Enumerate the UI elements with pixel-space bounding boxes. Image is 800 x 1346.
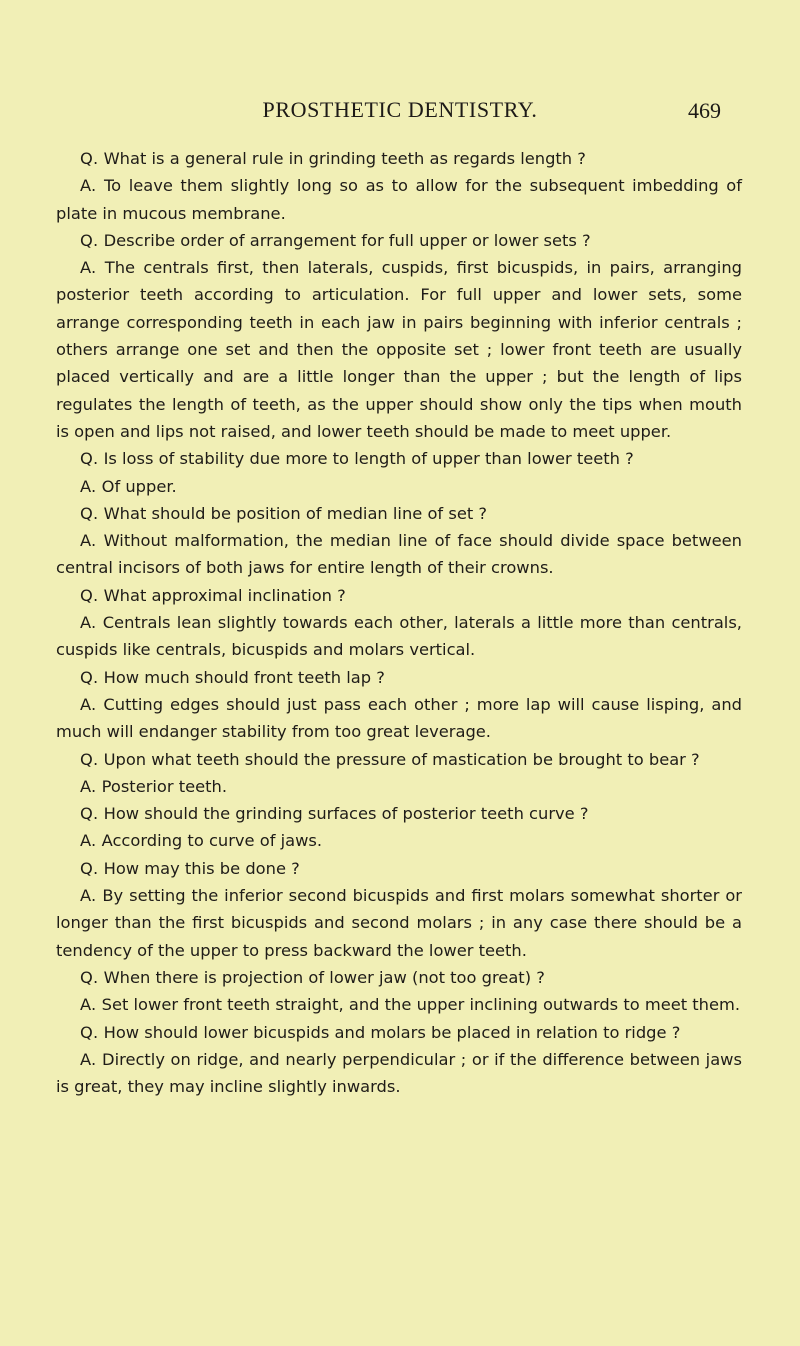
question-text: How much should front teeth lap ? [103, 667, 385, 687]
question-paragraph [56, 800, 742, 827]
question-marker: Q. [80, 967, 99, 987]
answer-text: The centrals first, then laterals, cuspids, first bicuspids, in pairs, arranging posterior teeth according to articulation. For full upper and lower sets, some arrange corresponding teeth in each jaw in pairs beginning with inferior centrals ; others arrange one set and then the opposite set ; lower front teeth are usually placed vertically and are a little longer than the upper ; but the length of lips regulates the length of teeth, as the upper should show only the tips when mouth is open and lips not raised, and lower teeth should be made to meet upper. [56, 258, 742, 441]
answer-marker: A. [80, 476, 97, 496]
question-paragraph [56, 746, 742, 773]
answer-text: Set lower front teeth straight, and the upper inclining outwards to meet them. [101, 995, 741, 1015]
question-marker: Q. [80, 667, 99, 687]
question-paragraph [56, 1019, 742, 1046]
answer-paragraph [56, 609, 742, 664]
question-marker: Q. [80, 749, 99, 769]
question-paragraph [56, 582, 742, 609]
question-text: How should the grinding surfaces of posterior teeth curve ? [103, 804, 589, 824]
question-marker: Q. [80, 149, 99, 168]
answer-text: Without malformation, the median line of face should divide space between central incisors of both jaws for entire length of their crowns. [56, 531, 742, 578]
qa-text-block [56, 145, 742, 1100]
question-paragraph [56, 664, 742, 691]
answer-text: By setting the inferior second bicuspids and first molars somewhat shorter or longer than the first bicuspids and second molars ; in any case there should be a tendency of the upper to press backward the lower teeth. [56, 886, 742, 960]
answer-text: To leave them slightly long so as to allow for the subsequent imbedding of plate in mucous membrane. [56, 176, 742, 223]
question-text: When there is projection of lower jaw (not too great) ? [103, 967, 545, 987]
question-text: Describe order of arrangement for full upper or lower sets ? [103, 230, 591, 250]
question-text: What approximal inclination ? [103, 585, 346, 605]
question-paragraph [56, 964, 742, 991]
question-paragraph [56, 500, 742, 527]
question-text: How may this be done ? [103, 858, 300, 878]
question-paragraph [56, 445, 742, 472]
answer-paragraph [56, 882, 742, 964]
question-marker: Q. [80, 449, 99, 469]
answer-paragraph [56, 473, 742, 500]
question-text: Is loss of stability due more to length of upper than lower teeth ? [103, 449, 634, 469]
answer-text: Directly on ridge, and nearly perpendicular ; or if the difference between jaws is great, they may incline slightly inwards. [56, 1049, 742, 1097]
answer-marker: A. [80, 995, 97, 1015]
answer-text: Centrals lean slightly towards each other, laterals a little more than centrals, cuspids like centrals, bicuspids and molars vertical. [56, 613, 742, 660]
answer-paragraph [56, 527, 742, 582]
answer-paragraph [56, 691, 742, 746]
answer-text: Of upper. [101, 476, 177, 496]
question-marker: Q. [80, 230, 99, 250]
answer-marker: A. [80, 613, 97, 633]
question-text: What should be position of median line of set ? [103, 503, 488, 523]
question-marker: Q. [80, 804, 99, 824]
question-marker: Q. [80, 585, 99, 605]
page-number: 469 [688, 98, 721, 123]
answer-paragraph [56, 991, 742, 1018]
answer-marker: A. [80, 694, 97, 714]
answer-text: According to curve of jaws. [101, 831, 323, 851]
question-marker: Q. [80, 1022, 99, 1042]
question-marker: Q. [80, 503, 99, 523]
question-text: What is a general rule in grinding teeth as regards length ? [103, 149, 586, 168]
answer-marker: A. [80, 258, 97, 278]
answer-paragraph [56, 254, 742, 445]
answer-marker: A. [80, 831, 97, 851]
answer-paragraph [56, 773, 742, 800]
answer-text: Cutting edges should just pass each other ; more lap will cause lisping, and much will endanger stability from too great leverage. [56, 694, 742, 742]
question-text: How should lower bicuspids and molars be placed in relation to ridge ? [103, 1022, 681, 1042]
question-marker: Q. [80, 858, 99, 878]
answer-paragraph [56, 172, 742, 227]
page-header [0, 97, 800, 127]
question-paragraph [56, 145, 742, 172]
answer-text: Posterior teeth. [101, 776, 228, 796]
answer-marker: A. [80, 776, 97, 796]
question-text: Upon what teeth should the pressure of mastication be brought to bear ? [103, 749, 700, 769]
answer-paragraph [56, 1046, 742, 1101]
answer-marker: A. [80, 176, 97, 196]
question-paragraph [56, 227, 742, 254]
question-paragraph [56, 855, 742, 882]
answer-paragraph [56, 827, 742, 854]
answer-marker: A. [80, 886, 97, 906]
answer-marker: A. [80, 1049, 97, 1069]
answer-marker: A. [80, 531, 97, 551]
running-title: PROSTHETIC DENTISTRY. [262, 97, 538, 122]
